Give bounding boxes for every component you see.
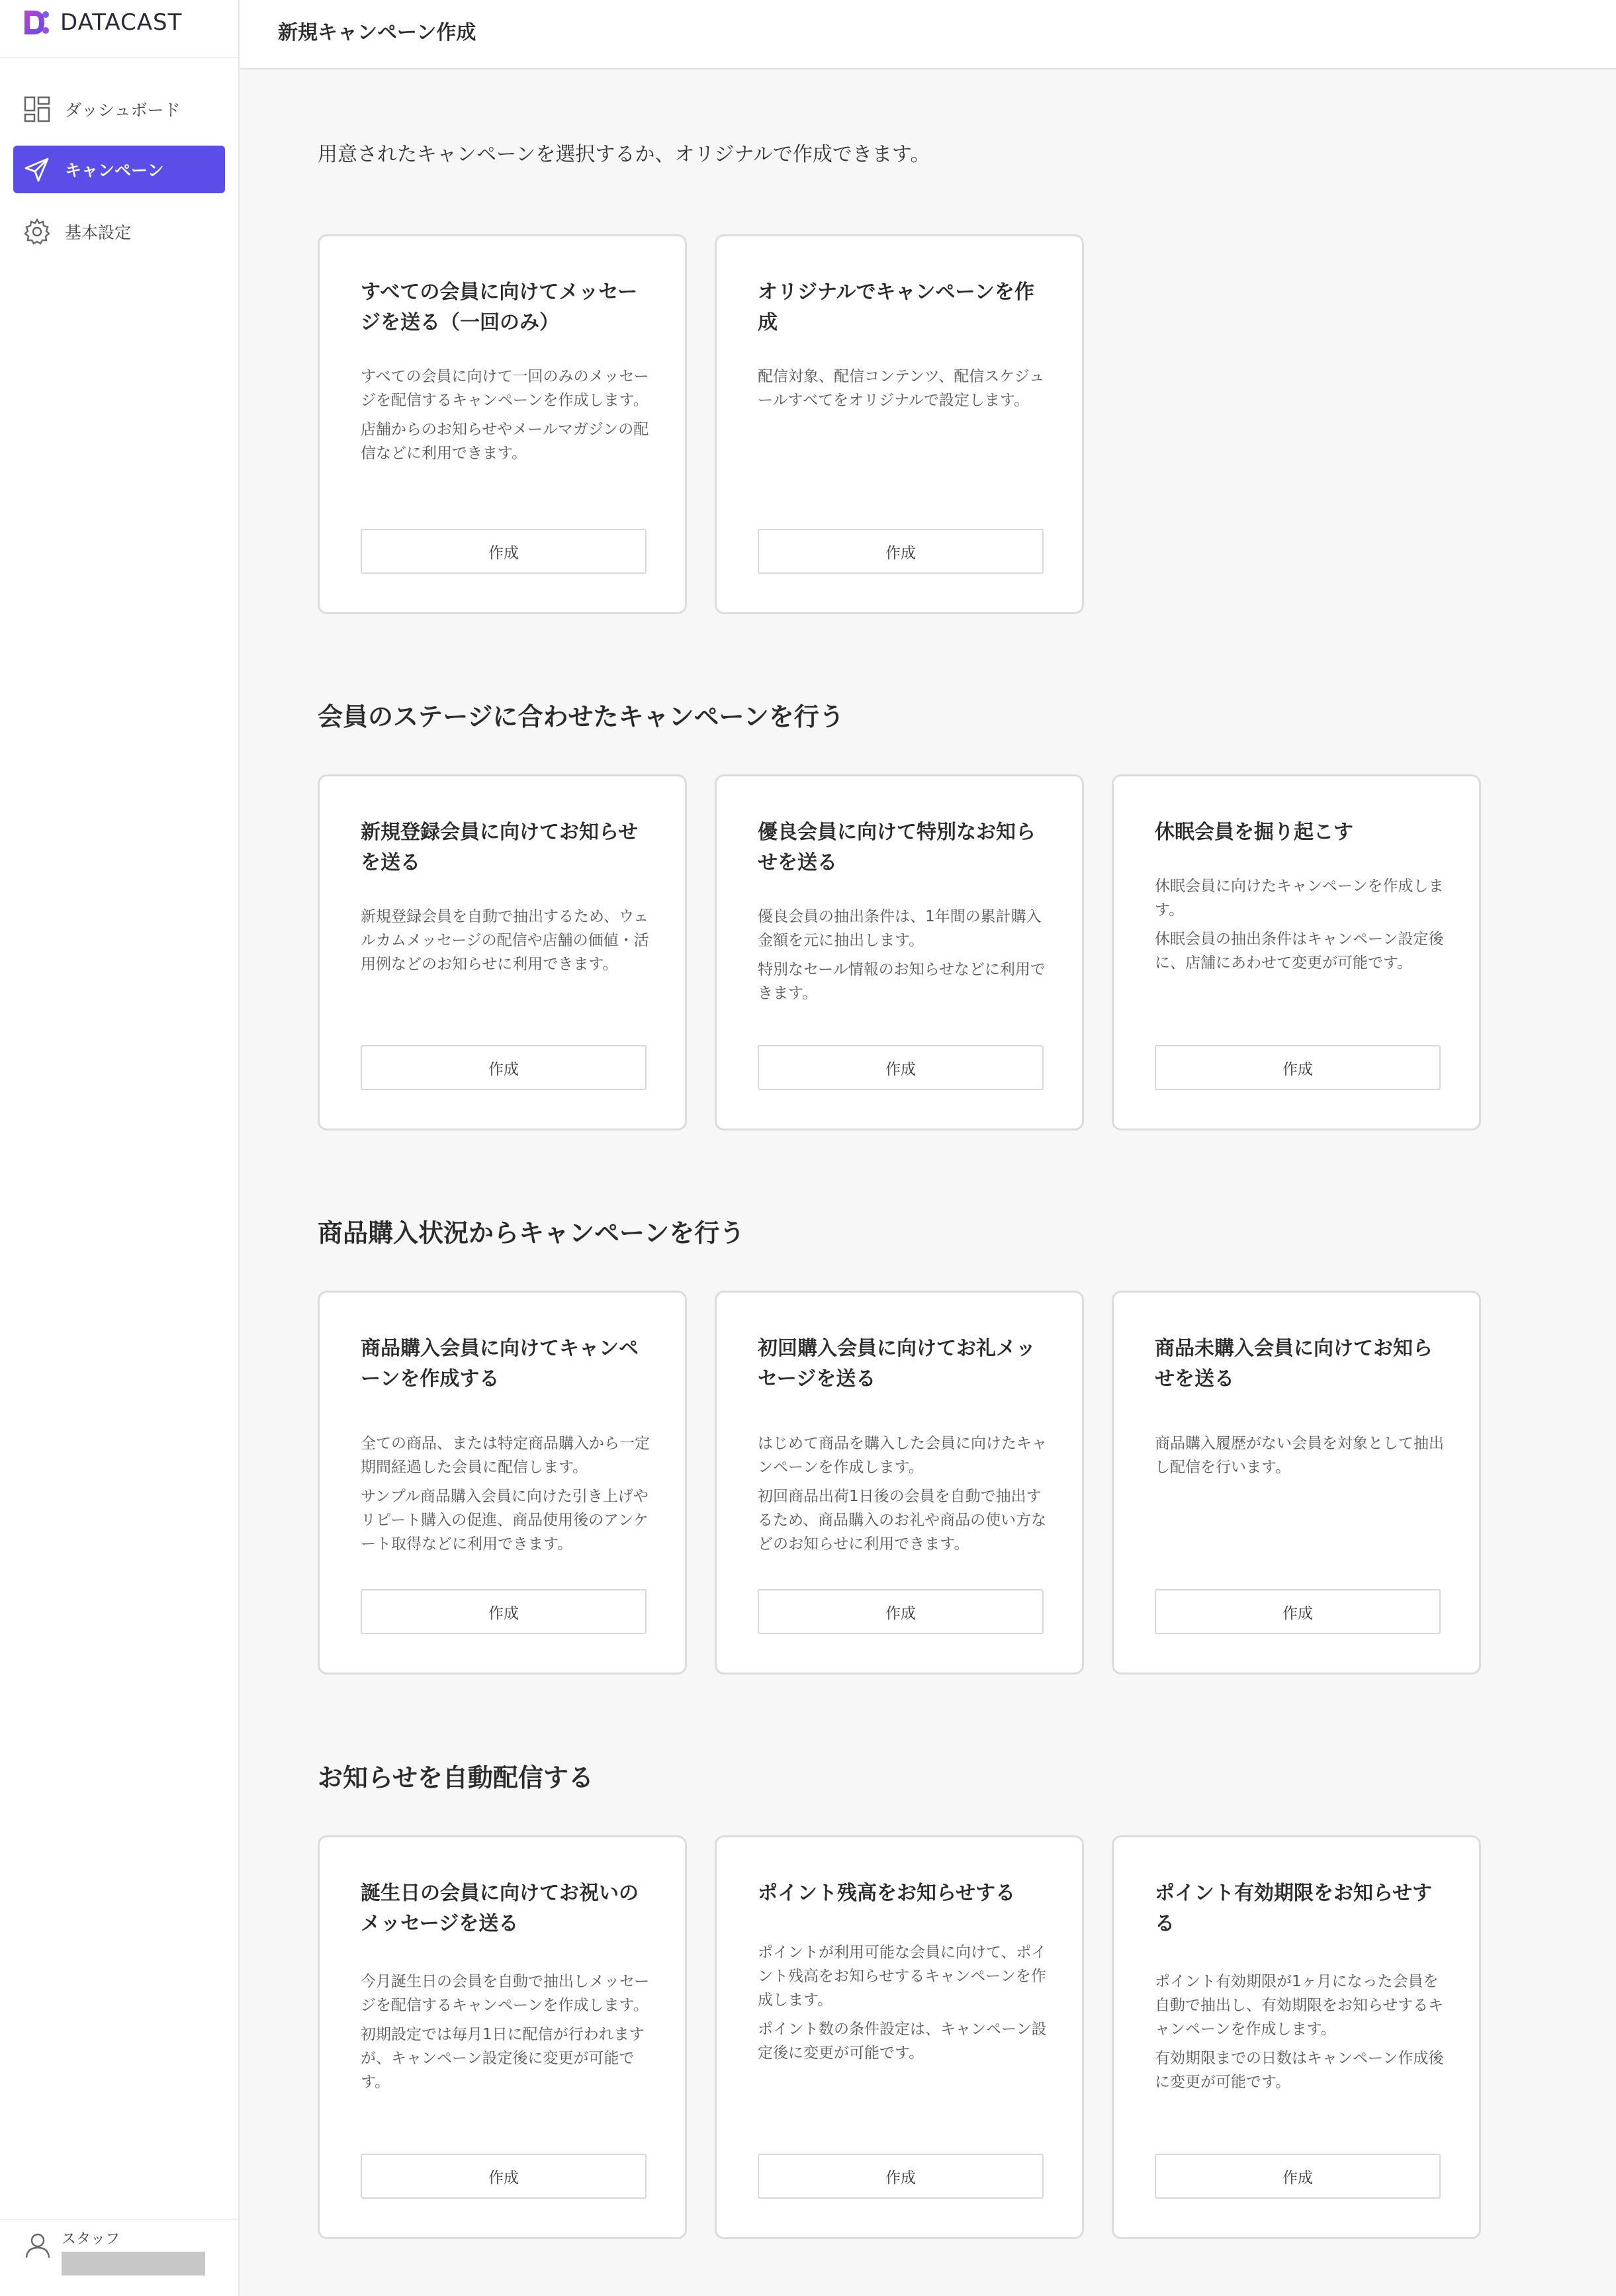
create-button[interactable]: 作成 (758, 1045, 1044, 1090)
card-title: 商品購入会員に向けてキャンペーンを作成する (361, 1337, 639, 1391)
page-title: 新規キャンペーン作成 (278, 21, 476, 44)
card-desc-line: サンプル商品購入会員に向けた引き上げやリピート購入の促進、商品使用後のアンケート取得などに利用できます。 (361, 1488, 649, 1553)
sidebar-item-label: 基本設定 (65, 223, 132, 242)
campaign-card (318, 774, 687, 1130)
section-title: 会員のステージに合わせたキャンペーンを行う (318, 702, 844, 731)
card-description (361, 365, 652, 471)
gear-icon (22, 217, 52, 246)
campaign-card (318, 234, 687, 614)
sidebar (0, 0, 240, 2296)
card-title: 初回購入会員に向けてお礼メッセージを送る (758, 1337, 1036, 1391)
card-description (758, 1941, 1049, 2070)
create-button[interactable]: 作成 (361, 2154, 647, 2199)
sidebar-item-settings[interactable] (13, 208, 225, 255)
create-button[interactable]: 作成 (758, 2154, 1044, 2199)
card-title: 優良会員に向けて特別なお知らせを送る (758, 821, 1036, 874)
card-title: 新規登録会員に向けてお知らせを送る (361, 821, 639, 874)
campaign-card (715, 1835, 1084, 2239)
campaign-card (1112, 774, 1481, 1130)
create-button[interactable]: 作成 (758, 529, 1044, 574)
user-role: スタッフ (62, 2231, 120, 2248)
card-desc-line: 優良会員の抽出条件は、1年間の累計購入金額を元に抽出します。 (758, 908, 1042, 949)
card-description (1155, 874, 1446, 980)
card-desc-line: ポイントが利用可能な会員に向けて、ポイント残高をお知らせするキャンペーンを作成します。 (758, 1944, 1047, 2009)
create-button[interactable]: 作成 (758, 1589, 1044, 1634)
create-button[interactable]: 作成 (361, 1045, 647, 1090)
card-description (758, 365, 1049, 418)
card-desc-line: 商品購入履歴がない会員を対象として抽出し配信を行います。 (1155, 1435, 1444, 1476)
card-description (361, 905, 652, 982)
card-desc-line: はじめて商品を購入した会員に向けたキャンペーンを作成します。 (758, 1435, 1047, 1476)
card-title: すべての会員に向けてメッセージを送る（一回のみ） (361, 281, 638, 334)
card-desc-line: すべての会員に向けて一回のみのメッセージを配信するキャンペーンを作成します。 (361, 368, 649, 409)
card-description (758, 1432, 1049, 1561)
sidebar-item-label: キャンペーン (65, 161, 164, 180)
card-description (758, 905, 1049, 1011)
card-desc-line: 配信対象、配信コンテンツ、配信スケジュールすべてをオリジナルで設定します。 (758, 368, 1045, 409)
campaign-card (715, 1291, 1084, 1675)
top-header (240, 0, 1616, 69)
card-title: ポイント有効期限をお知らせする (1155, 1882, 1433, 1935)
sidebar-item-dashboard[interactable] (13, 85, 225, 133)
card-description (361, 1970, 652, 2099)
send-icon (22, 155, 52, 184)
dashboard-icon (22, 95, 52, 124)
card-desc-line: 新規登録会員を自動で抽出するため、ウェルカムメッセージの配信や店舗の価値・活用例などのお知らせに利用できます。 (361, 908, 649, 973)
card-desc-line: ポイント有効期限が1ヶ月になった会員を自動で抽出し、有効期限をお知らせするキャンペーンを作成します。 (1155, 1973, 1444, 2038)
card-title: オリジナルでキャンペーンを作成 (758, 281, 1034, 334)
brand-logo[interactable] (22, 7, 182, 38)
card-desc-line: ポイント数の条件設定は、キャンペーン設定後に変更が可能です。 (758, 2021, 1047, 2062)
brand-name: DATACAST (60, 9, 183, 36)
campaign-card (1112, 1291, 1481, 1675)
create-button[interactable]: 作成 (1155, 1589, 1441, 1634)
create-button[interactable]: 作成 (1155, 2154, 1441, 2199)
sidebar-item-label: ダッシュボード (65, 101, 181, 120)
card-title: 休眠会員を掘り起こす (1155, 821, 1353, 844)
card-desc-line: 特別なセール情報のお知らせなどに利用できます。 (758, 961, 1046, 1002)
datacast-logo-icon (22, 8, 51, 37)
card-title: 誕生日の会員に向けてお祝いのメッセージを送る (361, 1882, 639, 1935)
campaign-card (715, 234, 1084, 614)
user-icon (23, 2230, 52, 2260)
campaign-card (318, 1291, 687, 1675)
divider (0, 57, 238, 58)
section-title: お知らせを自動配信する (318, 1763, 594, 1792)
card-desc-line: 全ての商品、または特定商品購入から一定期間経過した会員に配信します。 (361, 1435, 650, 1476)
card-desc-line: 初回商品出荷1日後の会員を自動で抽出するため、商品購入のお礼や商品の使い方などのお知らせに利用できます。 (758, 1488, 1047, 1553)
card-desc-line: 休眠会員に向けたキャンペーンを作成します。 (1155, 878, 1444, 919)
section-title: 商品購入状況からキャンペーンを行う (318, 1218, 745, 1248)
create-button[interactable]: 作成 (361, 1589, 647, 1634)
card-desc-line: 店舗からのお知らせやメールマガジンの配信などに利用できます。 (361, 421, 649, 462)
card-desc-line: 今月誕生日の会員を自動で抽出しメッセージを配信するキャンペーンを作成します。 (361, 1973, 650, 2014)
sidebar-item-campaign[interactable] (13, 146, 225, 193)
intro-text: 用意されたキャンペーンを選択するか、オリジナルで作成できます。 (318, 143, 930, 166)
card-description (1155, 1432, 1446, 1485)
campaign-card (1112, 1835, 1481, 2239)
create-button[interactable]: 作成 (1155, 1045, 1441, 1090)
campaign-card (318, 1835, 687, 2239)
card-desc-line: 休眠会員の抽出条件はキャンペーン設定後に、店舗にあわせて変更が可能です。 (1155, 931, 1444, 972)
divider (0, 2219, 238, 2220)
user-name-redacted (62, 2252, 205, 2275)
card-desc-line: 有効期限までの日数はキャンペーン作成後に変更が可能です。 (1155, 2050, 1444, 2091)
user-menu[interactable] (23, 2228, 205, 2277)
card-description (361, 1432, 652, 1561)
card-title: ポイント残高をお知らせする (758, 1882, 1016, 1905)
card-description (1155, 1970, 1446, 2099)
card-desc-line: 初期設定では毎月1日に配信が行われますが、キャンペーン設定後に変更が可能です。 (361, 2026, 645, 2091)
campaign-card (715, 774, 1084, 1130)
create-button[interactable]: 作成 (361, 529, 647, 574)
card-title: 商品未購入会員に向けてお知らせを送る (1155, 1337, 1433, 1391)
